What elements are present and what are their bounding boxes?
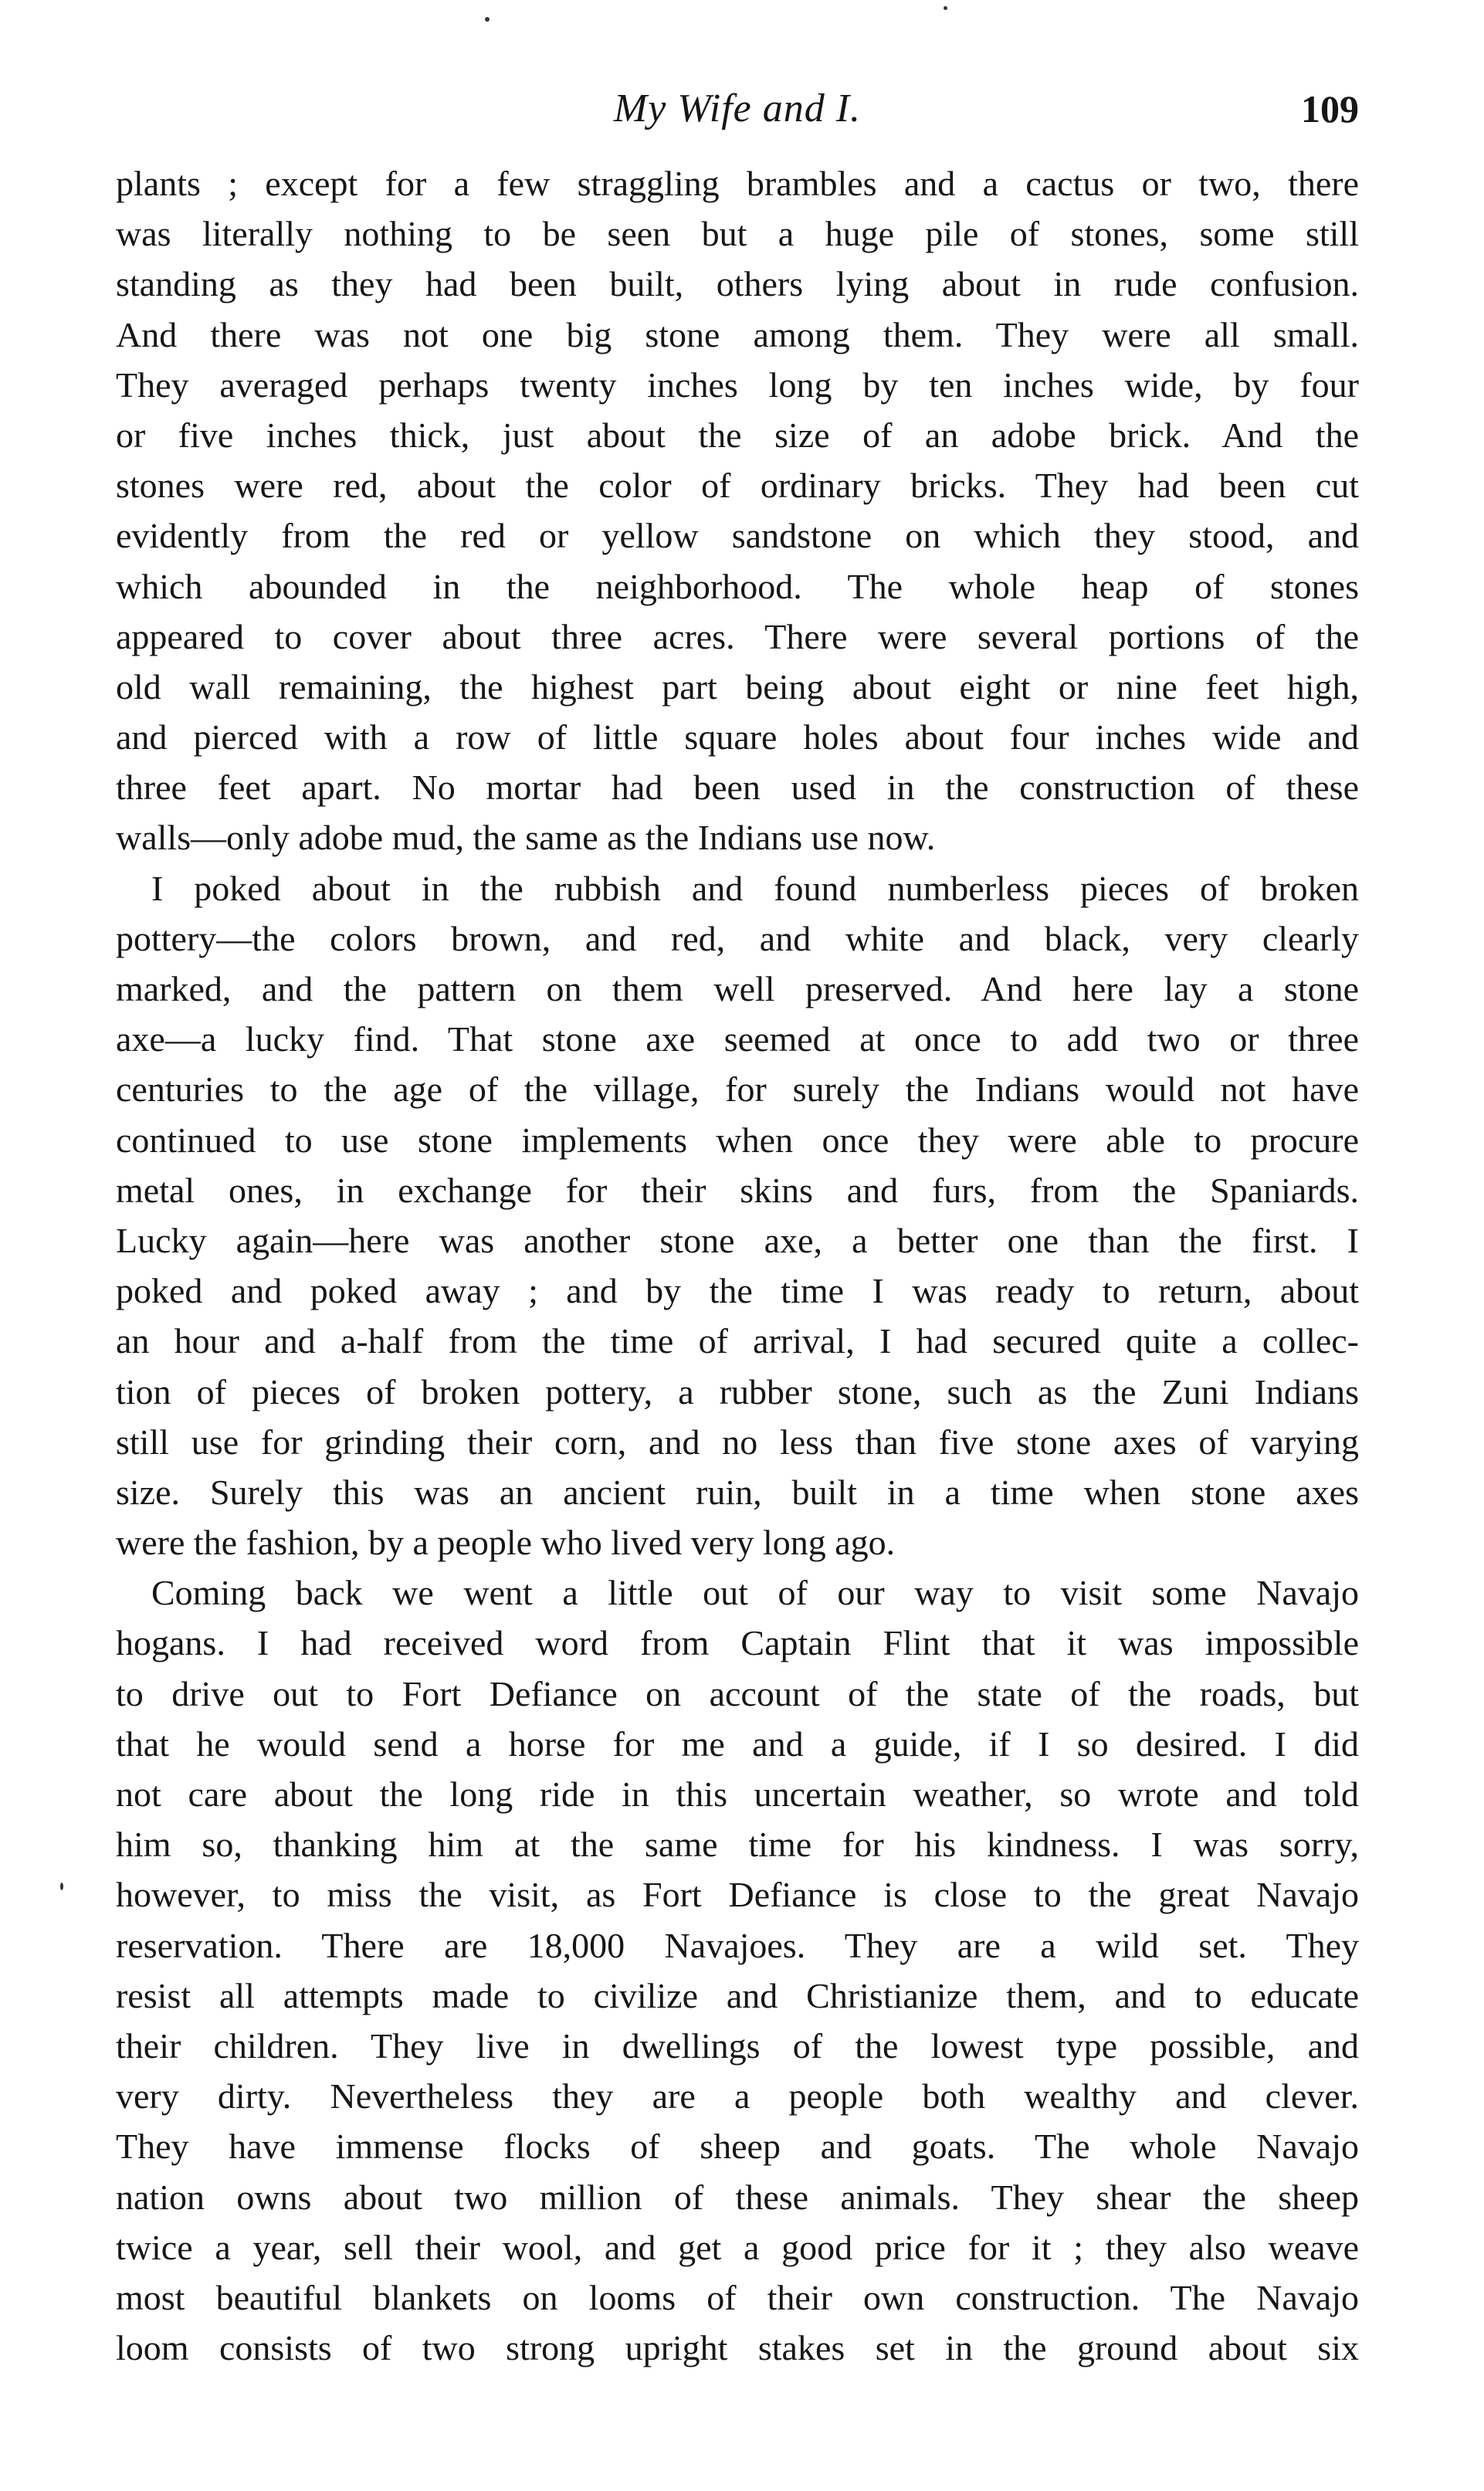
- text-line: poked and poked away ; and by the time I was ready to return, about: [116, 1271, 1359, 1311]
- text-line: very dirty. Nevertheless they are a people both wealthy and clever.: [116, 2076, 1359, 2117]
- text-line: I poked about in the rubbish and found numberless pieces of broken: [151, 868, 1359, 908]
- text-line: loom consists of two strong upright stakes set in the ground about six: [116, 2328, 1359, 2368]
- ink-speck: [485, 17, 490, 22]
- text-line: their children. They live in dwellings of the lowest type possible, and: [116, 2025, 1359, 2066]
- text-line: not care about the long ride in this uncertain weather, so wrote and told: [116, 1774, 1359, 1814]
- text-line: They have immense flocks of sheep and goats. The whole Navajo: [116, 2127, 1359, 2167]
- body-text: [116, 158, 1359, 2373]
- page-number: 109: [1301, 87, 1359, 130]
- text-line: however, to miss the visit, as Fort Defiance is close to the great Navajo: [116, 1875, 1359, 1915]
- text-line: to drive out to Fort Defiance on account of the state of the roads, but: [116, 1673, 1359, 1713]
- ink-speck: [60, 1883, 63, 1890]
- text-line: centuries to the age of the village, for surely the Indians would not have: [116, 1069, 1359, 1110]
- text-line: and pierced with a row of little square holes about four inches wide and: [116, 717, 1359, 757]
- text-line: And there was not one big stone among them. They were all small.: [116, 314, 1359, 354]
- text-line: or five inches thick, just about the size of an adobe brick. And the: [116, 415, 1359, 455]
- text-line: axe—a lucky find. That stone axe seemed at once to add two or three: [116, 1019, 1359, 1059]
- text-line: marked, and the pattern on them well preserved. And here lay a stone: [116, 969, 1359, 1008]
- running-title: My Wife and I.: [613, 86, 862, 130]
- text-line: evidently from the red or yellow sandstone on which they stood, and: [116, 516, 1359, 556]
- text-line: hogans. I had received word from Captain Flint that it was impossible: [116, 1623, 1359, 1663]
- text-line: Lucky again—here was another stone axe, a better one than the first. I: [116, 1220, 1359, 1260]
- text-line: that he would send a horse for me and a guide, if I so desired. I did: [116, 1723, 1359, 1764]
- text-line: were the fashion, by a people who lived very long ago.: [116, 1523, 896, 1563]
- text-line: still use for grinding their corn, and no less than five stone axes of varying: [116, 1422, 1359, 1462]
- text-line: metal ones, in exchange for their skins and furs, from the Spaniards.: [116, 1170, 1359, 1210]
- text-line: nation owns about two million of these animals. They shear the sheep: [116, 2177, 1359, 2217]
- text-line: Coming back we went a little out of our way to visit some Navajo: [151, 1573, 1359, 1613]
- text-line: tion of pieces of broken pottery, a rubber stone, such as the Zuni Indians: [116, 1371, 1359, 1412]
- text-line: was literally nothing to be seen but a huge pile of stones, some still: [116, 214, 1359, 254]
- text-line: which abounded in the neighborhood. The whole heap of stones: [116, 566, 1359, 606]
- text-line: size. Surely this was an ancient ruin, built in a time when stone axes: [116, 1472, 1359, 1512]
- text-line: stones were red, about the color of ordinary bricks. They had been cut: [116, 466, 1359, 506]
- text-line: continued to use stone implements when once they were able to procure: [116, 1120, 1359, 1160]
- text-line: three feet apart. No mortar had been used in the construction of these: [116, 768, 1359, 808]
- text-line: They averaged perhaps twenty inches long by ten inches wide, by four: [116, 364, 1359, 405]
- text-line: appeared to cover about three acres. There were several portions of the: [116, 616, 1359, 656]
- text-line: most beautiful blankets on looms of their own construction. The Navajo: [116, 2277, 1359, 2317]
- text-line: old wall remaining, the highest part being about eight or nine feet high,: [116, 666, 1359, 707]
- text-line: him so, thanking him at the same time for his kindness. I was sorry,: [116, 1825, 1359, 1865]
- text-line: standing as they had been built, others lying about in rude confusion.: [116, 264, 1359, 304]
- text-line: an hour and a-half from the time of arrival, I had secured quite a collec-: [116, 1321, 1359, 1361]
- text-line: reservation. There are 18,000 Navajoes. They are a wild set. They: [116, 1925, 1359, 1965]
- page-header: [116, 74, 1359, 144]
- text-line: twice a year, sell their wool, and get a good price for it ; they also weave: [116, 2227, 1359, 2267]
- text-line: resist all attempts made to civilize and Christianize them, and to educate: [116, 1975, 1359, 2015]
- text-line: pottery—the colors brown, and red, and white and black, very clearly: [116, 918, 1359, 958]
- ink-speck: [944, 6, 947, 10]
- text-line: plants ; except for a few straggling brambles and a cactus or two, there: [116, 164, 1359, 203]
- text-line: walls—only adobe mud, the same as the Indians use now.: [116, 818, 936, 858]
